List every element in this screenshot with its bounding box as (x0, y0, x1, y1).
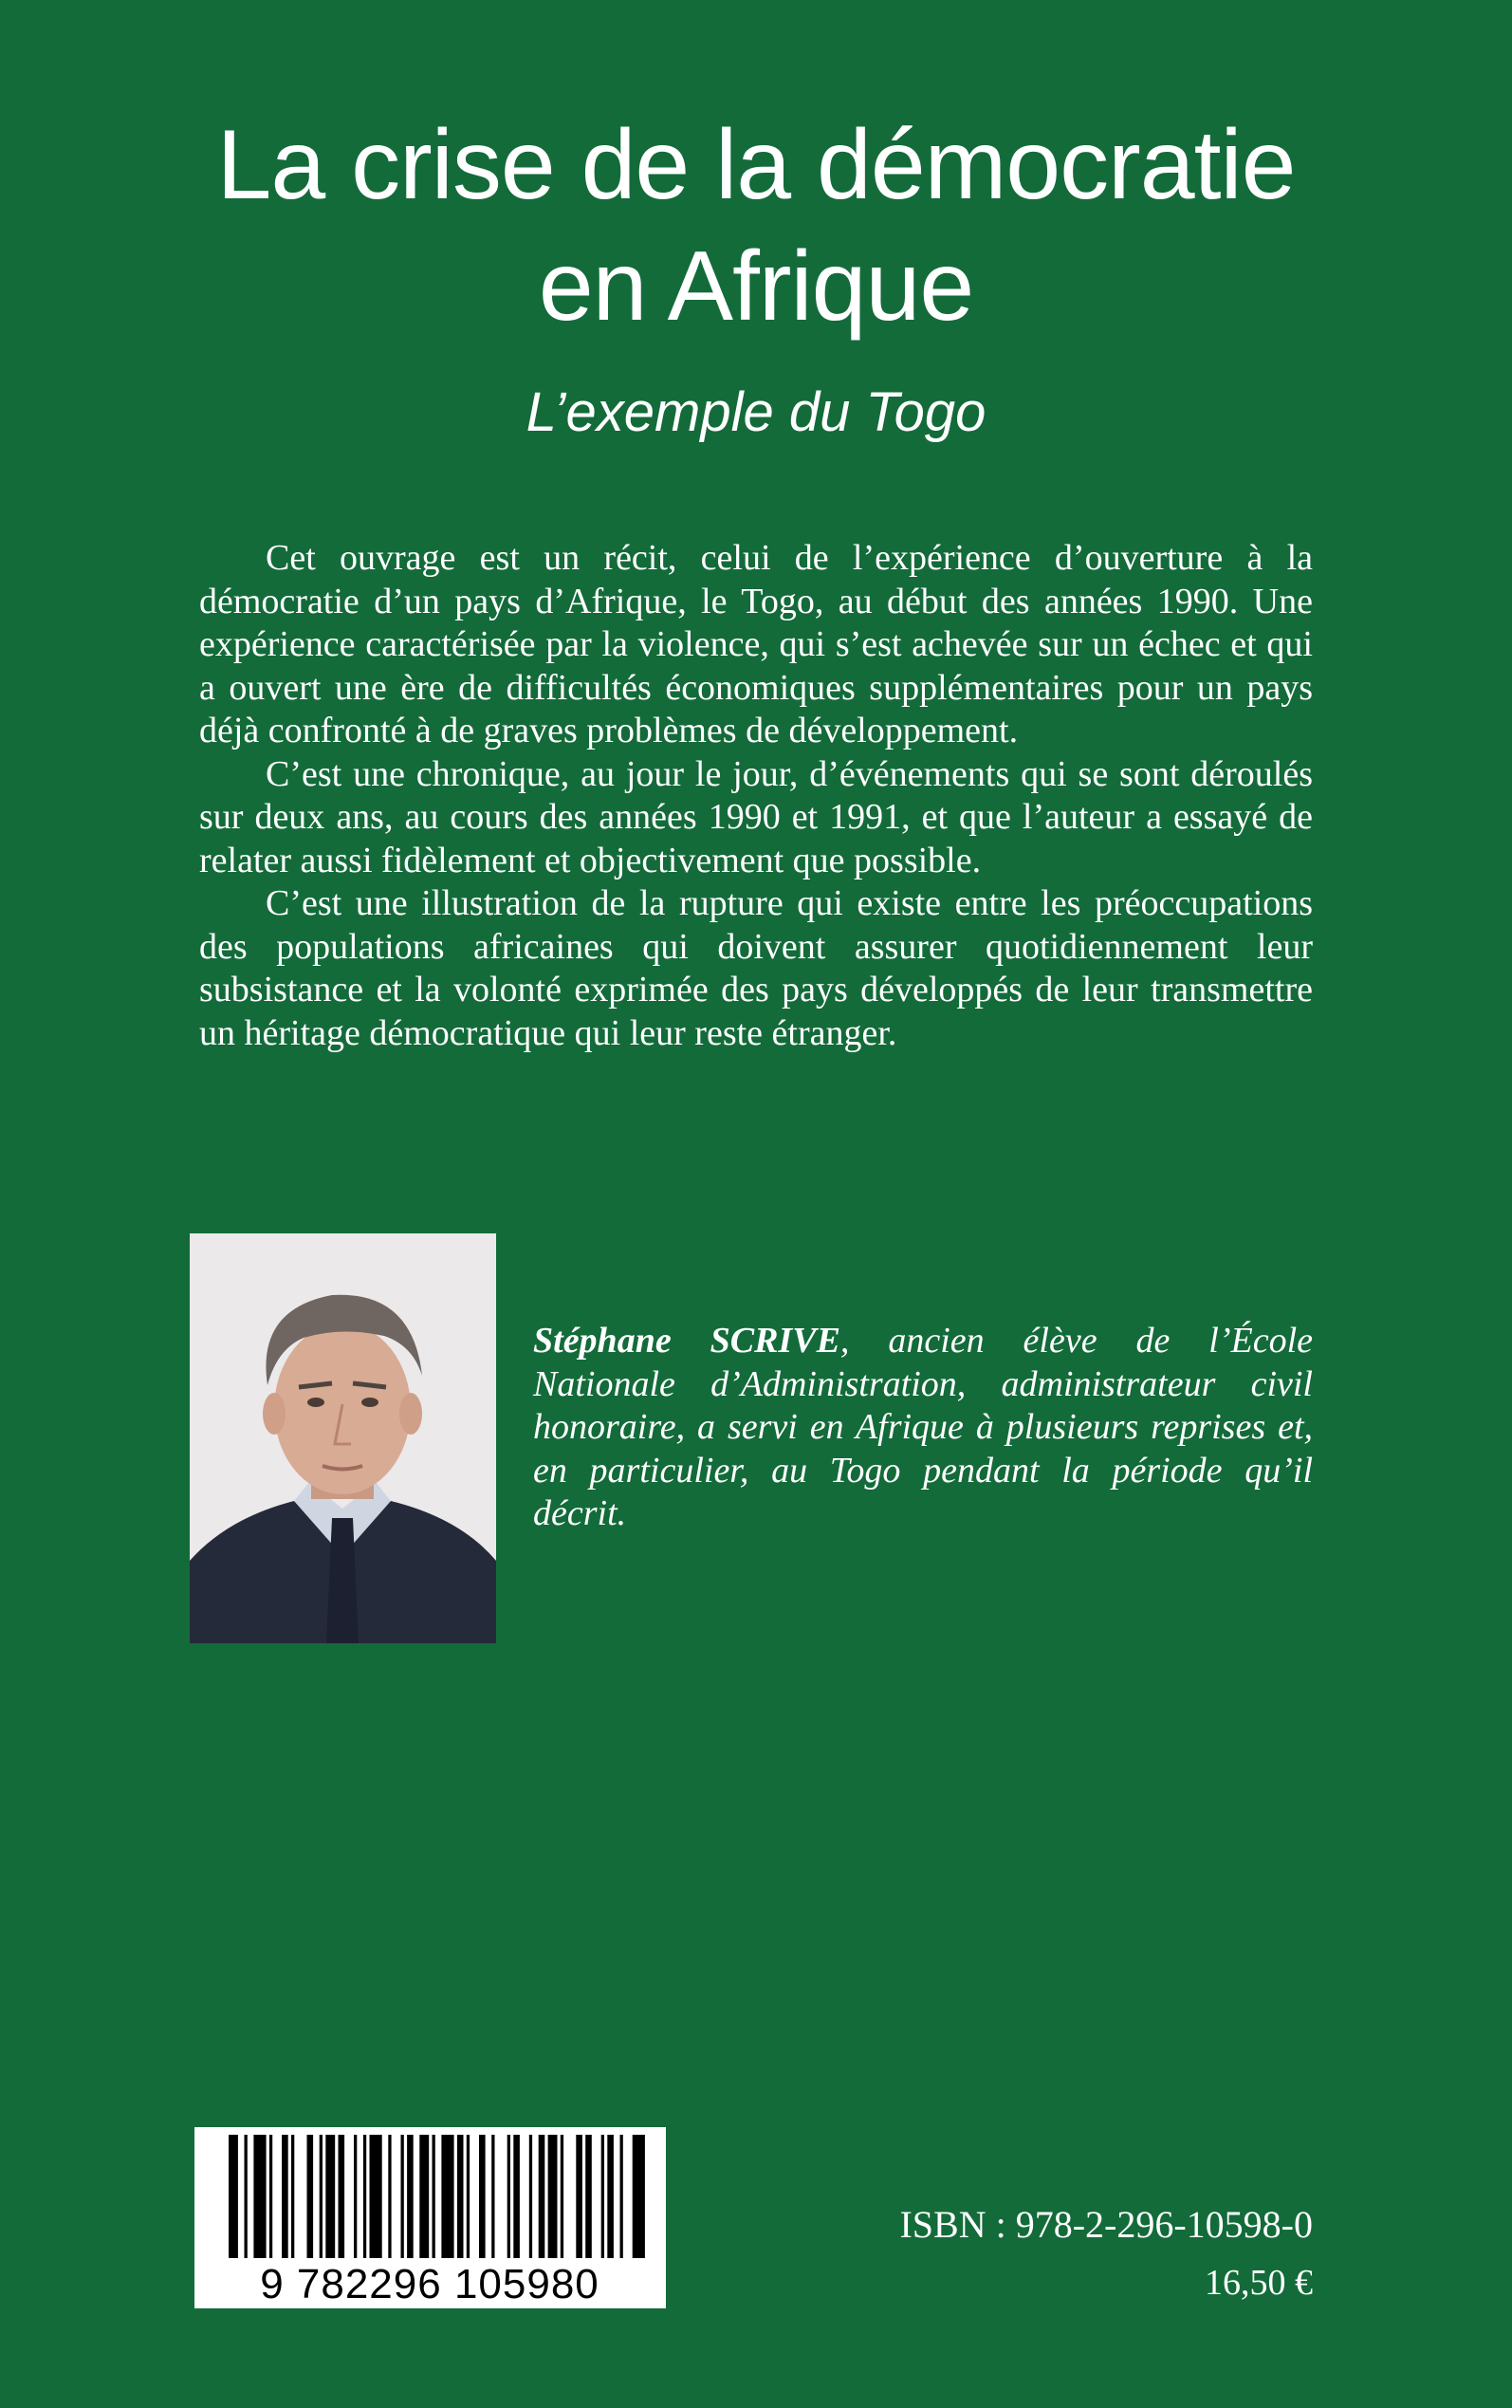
barcode-bar (363, 2135, 366, 2258)
barcode-bar (401, 2135, 404, 2258)
isbn: ISBN : 978-2-296-10598-0 (899, 2203, 1313, 2246)
barcode-bar (539, 2135, 545, 2258)
barcode-graphic (194, 2127, 666, 2308)
barcode-bar (433, 2135, 435, 2258)
blurb-paragraph-1: Cet ouvrage est un récit, celui de l’expérience d’ouverture à la démocratie d’un pays d’Afrique, le Togo, au début des années 1990. Une expérience caractérisée par la violence, qui s’est achevée sur un échec et qui a ouvert une ère de difficultés économiques supplémentaires pour un pays déjà confronté à de graves problèmes de développement. (199, 538, 1313, 750)
barcode-bar (441, 2135, 453, 2258)
barcode-bar (291, 2135, 294, 2258)
barcode-bar (253, 2135, 266, 2258)
barcode-bar (229, 2135, 238, 2258)
author-name: Stéphane SCRIVE (533, 1321, 840, 1361)
barcode-bar (339, 2135, 345, 2258)
barcode-bar (513, 2135, 520, 2258)
barcode-bar (633, 2135, 645, 2258)
author-portrait-image (190, 1233, 496, 1643)
barcode-bar (320, 2135, 323, 2258)
barcode-bar (354, 2135, 357, 2258)
book-title-line-2: en Afrique (538, 232, 974, 342)
barcode-bar (529, 2135, 532, 2258)
barcode-bar (269, 2135, 272, 2258)
price: 16,50 € (1205, 2263, 1313, 2303)
barcode-digits: 9 782296 105980 (260, 2261, 599, 2307)
blurb (199, 537, 1313, 1055)
barcode-bar (607, 2135, 614, 2258)
barcode-bar (620, 2135, 623, 2258)
barcode-bar (561, 2135, 563, 2258)
barcode-bar (370, 2135, 382, 2258)
barcode-bar (407, 2135, 414, 2258)
barcode-bar (585, 2135, 592, 2258)
blurb-paragraph-2: C’est une chronique, au jour le jour, d’événements qui se sont déroulés sur deux ans, au cours des années 1990 et 1991, et que l’auteur a essayé de relater aussi fidèlement et objectivement que possible. (199, 753, 1313, 880)
barcode-bar (457, 2135, 464, 2258)
author-photo (190, 1233, 496, 1643)
barcode-bar (388, 2135, 391, 2258)
barcode-bar (479, 2135, 486, 2258)
barcode-bar (576, 2135, 582, 2258)
barcode-bar (548, 2135, 558, 2258)
barcode-bar (507, 2135, 510, 2258)
barcode-bar (601, 2135, 604, 2258)
barcode-bar (467, 2135, 470, 2258)
author-bio (533, 1320, 1313, 1536)
barcode-bar (419, 2135, 429, 2258)
barcode-bar (282, 2135, 288, 2258)
book-title-line-1: La crise de la démocratie (216, 110, 1296, 220)
barcode-bar (491, 2135, 494, 2258)
book-subtitle: L’exemple du Togo (526, 381, 986, 443)
barcode-bar (307, 2135, 314, 2258)
barcode-bar (325, 2135, 335, 2258)
barcode (194, 2127, 666, 2308)
barcode-bar (245, 2135, 248, 2258)
blurb-paragraph-3: C’est une illustration de la rupture qui existe entre les préoccupations des populations africaines qui doivent assurer quotidiennement leur subsistance et la volonté exprimée des pays développés de leur transmettre un héritage démocratique qui leur reste étranger. (199, 883, 1313, 1053)
book-title (0, 104, 1512, 347)
author-description: , ancien élève de l’École Nationale d’Administration, administrateur civil honoraire, a servi en Afrique à plusieurs reprises et, en particulier, au Togo pendant la période qu’il décrit. (533, 1321, 1313, 1533)
barcode-bars (229, 2135, 645, 2258)
